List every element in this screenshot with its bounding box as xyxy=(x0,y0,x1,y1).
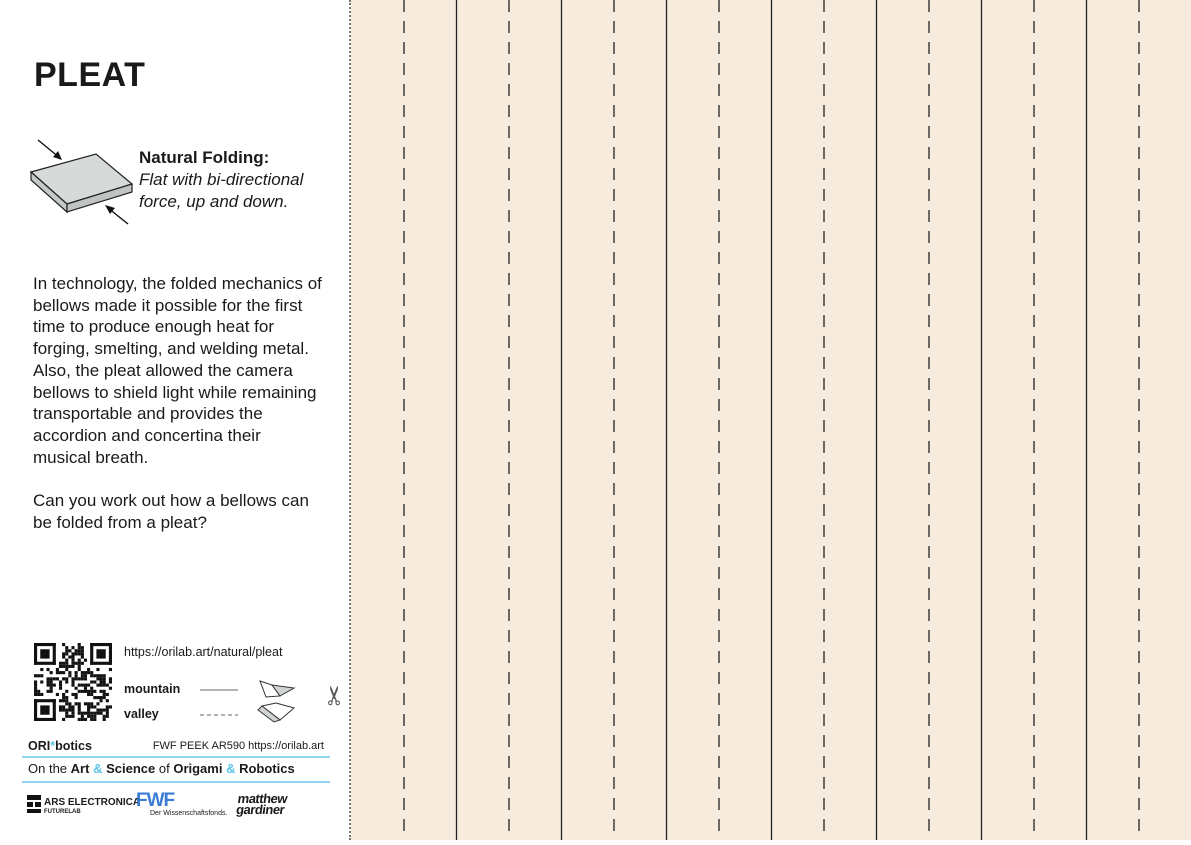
divider xyxy=(22,756,330,758)
body-text xyxy=(33,273,323,555)
ars-electronica-sub: FUTURELAB xyxy=(44,809,81,815)
ars-electronica-logo xyxy=(26,794,42,814)
fwf-logo: FWF xyxy=(136,790,175,811)
divider xyxy=(22,781,330,783)
legend-mountain-label: mountain xyxy=(124,682,181,696)
matthew-gardiner-logo: matthew gardiner xyxy=(235,791,289,817)
pleat-crease-sheet xyxy=(351,0,1191,840)
natural-folding-heading: Natural Folding: xyxy=(139,148,270,167)
natural-folding-description: Flat with bi-directional force, up and down. xyxy=(139,170,304,211)
flat-box-force-illustration xyxy=(26,136,136,228)
project-reference[interactable]: FWF PEEK AR590 https://orilab.art xyxy=(152,740,324,752)
info-panel xyxy=(0,0,350,840)
qr-code-icon[interactable] xyxy=(34,643,112,721)
tagline: On the Art & Science of Origami & Robotics xyxy=(28,761,295,776)
fwf-subtitle: Der Wissenschaftsfonds. xyxy=(150,810,228,817)
brand-row xyxy=(28,739,324,755)
ars-electronica-name: ARS ELECTRONICA xyxy=(44,797,141,808)
pleat-url-link[interactable]: https://orilab.art/natural/pleat xyxy=(124,645,283,659)
fold-legend-graphic xyxy=(196,676,300,726)
asterisk-icon: * xyxy=(50,739,56,753)
body-question: Can you work out how a bellows can be folded from a pleat? xyxy=(33,491,309,532)
scissors-icon: ✂ xyxy=(319,684,350,707)
legend-valley-label: valley xyxy=(124,707,159,721)
page-title: PLEAT xyxy=(34,56,146,94)
oribotics-brand: ORI*botics xyxy=(28,739,92,753)
body-paragraph: In technology, the folded mechanics of bellows made it possible for the first time to produce enough heat for forging, smelting, and welding metal. Also, the pleat allowed the camera bellows to shield light while remaining transportable and provides the accordion and concertina their musical breath. xyxy=(33,274,322,467)
mountain-fold-icon xyxy=(260,681,294,697)
valley-fold-icon xyxy=(258,703,294,722)
